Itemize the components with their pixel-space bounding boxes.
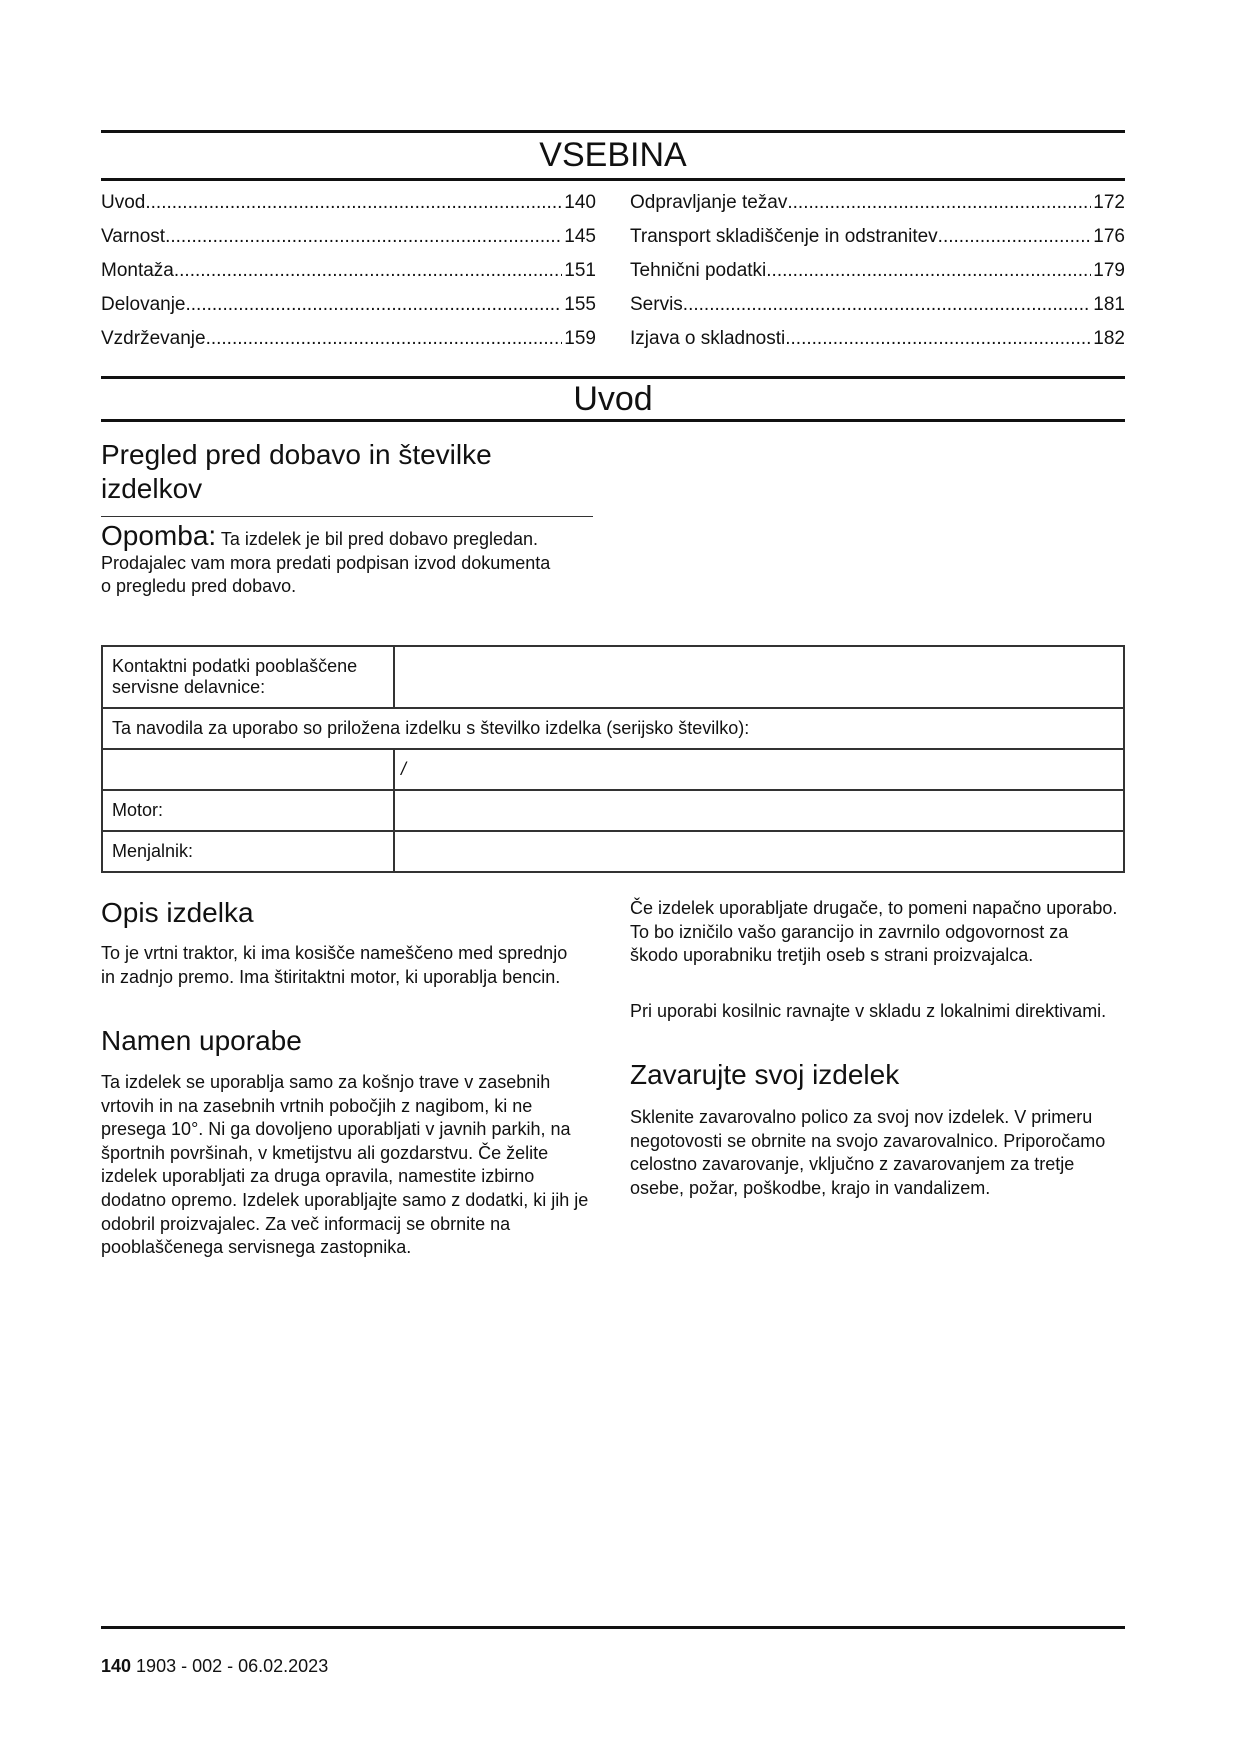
toc-top-rule: [101, 130, 1125, 133]
description-text: To je vrtni traktor, ki ima kosišče nameščeno med sprednjo in zadnjo premo. Ima štiritaktni motor, ki uporablja bencin.: [101, 943, 568, 987]
section-top-rule: [101, 376, 1125, 379]
toc-entry[interactable]: Servis ..... 181: [630, 294, 1125, 328]
predelivery-heading: Pregled pred dobavo in številke izdelkov: [101, 439, 492, 504]
note-label: Opomba:: [101, 520, 217, 551]
toc-entry[interactable]: Transport skladiščenje in odstranitev ..... 176: [630, 226, 1125, 260]
serial-separator: /: [401, 759, 407, 779]
intended-use-heading: Namen uporabe: [101, 1025, 302, 1056]
insurance-text: Sklenite zavarovalno polico za svoj nov izdelek. V primeru negotovosti se obrnite na svojo zavarovalnico. Priporočamo celostno zavarovanje, vključno z zavarovanjem za tretje osebe, požar, poškodbe, krajo in vandalizem.: [630, 1107, 1106, 1198]
toc-entry[interactable]: Uvod ..... 140: [101, 192, 596, 226]
product-info-table: [101, 645, 1125, 873]
toc-entry[interactable]: Izjava o skladnosti ..... 182: [630, 328, 1125, 362]
toc-entry[interactable]: Varnost ..... 145: [101, 226, 596, 260]
motor-label-cell: Motor:: [102, 790, 394, 831]
manual-text-cell: Ta navodila za uporabo so priložena izdelku s številko izdelka (serijsko številko):: [102, 708, 1124, 749]
gearbox-value-cell[interactable]: [394, 831, 1124, 872]
predelivery-note: Opomba: Ta izdelek je bil pred dobavo pregledan. Prodajalec vam mora predati podpisan izvod dokumenta o pregledu pred dobavo.: [101, 520, 551, 596]
note-text: Ta izdelek je bil pred dobavo pregledan.: [216, 529, 539, 549]
toc-title: VSEBINA: [539, 136, 687, 174]
toc-entry[interactable]: Vzdrževanje ..... 159: [101, 328, 596, 362]
section-bottom-rule: [101, 419, 1125, 422]
toc-right-column: [630, 192, 1125, 362]
intended-use-text: Ta izdelek se uporablja samo za košnjo trave v zasebnih vrtovih in na zasebnih vrtnih pobočjih z nagibom, ki ne presega 10°. Ni ga dovoljeno uporabljati v javnih parkih, na športnih površinah, v kmetijstvu ali gozdarstvu. Če želite izdelek uporabljati za druga opravila, namestite izbirno dodatno opremo. Izdelek uporabljajte samo z dodatki, ki jih je odobril proizvajalec. Za več informacij se obrnite na pooblaščenega servisnega zastopnika.: [101, 1072, 589, 1258]
page-number: 140: [101, 1656, 132, 1676]
toc-bottom-rule: [101, 178, 1125, 181]
description-heading: Opis izdelka: [101, 897, 254, 928]
footer: [101, 1656, 328, 1677]
contact-label-cell: Kontaktni podatki pooblaščene servisne delavnice:: [102, 646, 394, 708]
contact-value-cell[interactable]: [394, 646, 1124, 708]
directives-text: Pri uporabi kosilnic ravnajte v skladu z lokalnimi direktivami.: [630, 1001, 1107, 1021]
section-title: Uvod: [573, 380, 653, 418]
footer-rule: [101, 1626, 1125, 1629]
serial-number-suffix-cell[interactable]: [394, 749, 1124, 790]
toc-entry[interactable]: Tehnični podatki ..... 179: [630, 260, 1125, 294]
toc-left-column: [101, 192, 596, 362]
toc-entry[interactable]: Odpravljanje težav ..... 172: [630, 192, 1125, 226]
toc-entry[interactable]: Montaža ..... 151: [101, 260, 596, 294]
gearbox-label-cell: Menjalnik:: [102, 831, 394, 872]
serial-number-cell[interactable]: [102, 749, 394, 790]
insurance-heading: Zavarujte svoj izdelek: [630, 1059, 900, 1090]
motor-value-cell[interactable]: [394, 790, 1124, 831]
document-info: 1903 - 002 - 06.02.2023: [131, 1656, 329, 1676]
misuse-text: Če izdelek uporabljate drugače, to pomeni napačno uporabo. To bo izničilo vašo garancijo in zavrnilo odgovornost za škodo uporabniku tretjih oseb s strani proizvajalca.: [630, 898, 1118, 966]
predelivery-heading-rule: [101, 516, 593, 517]
toc-entry[interactable]: Delovanje ..... 155: [101, 294, 596, 328]
